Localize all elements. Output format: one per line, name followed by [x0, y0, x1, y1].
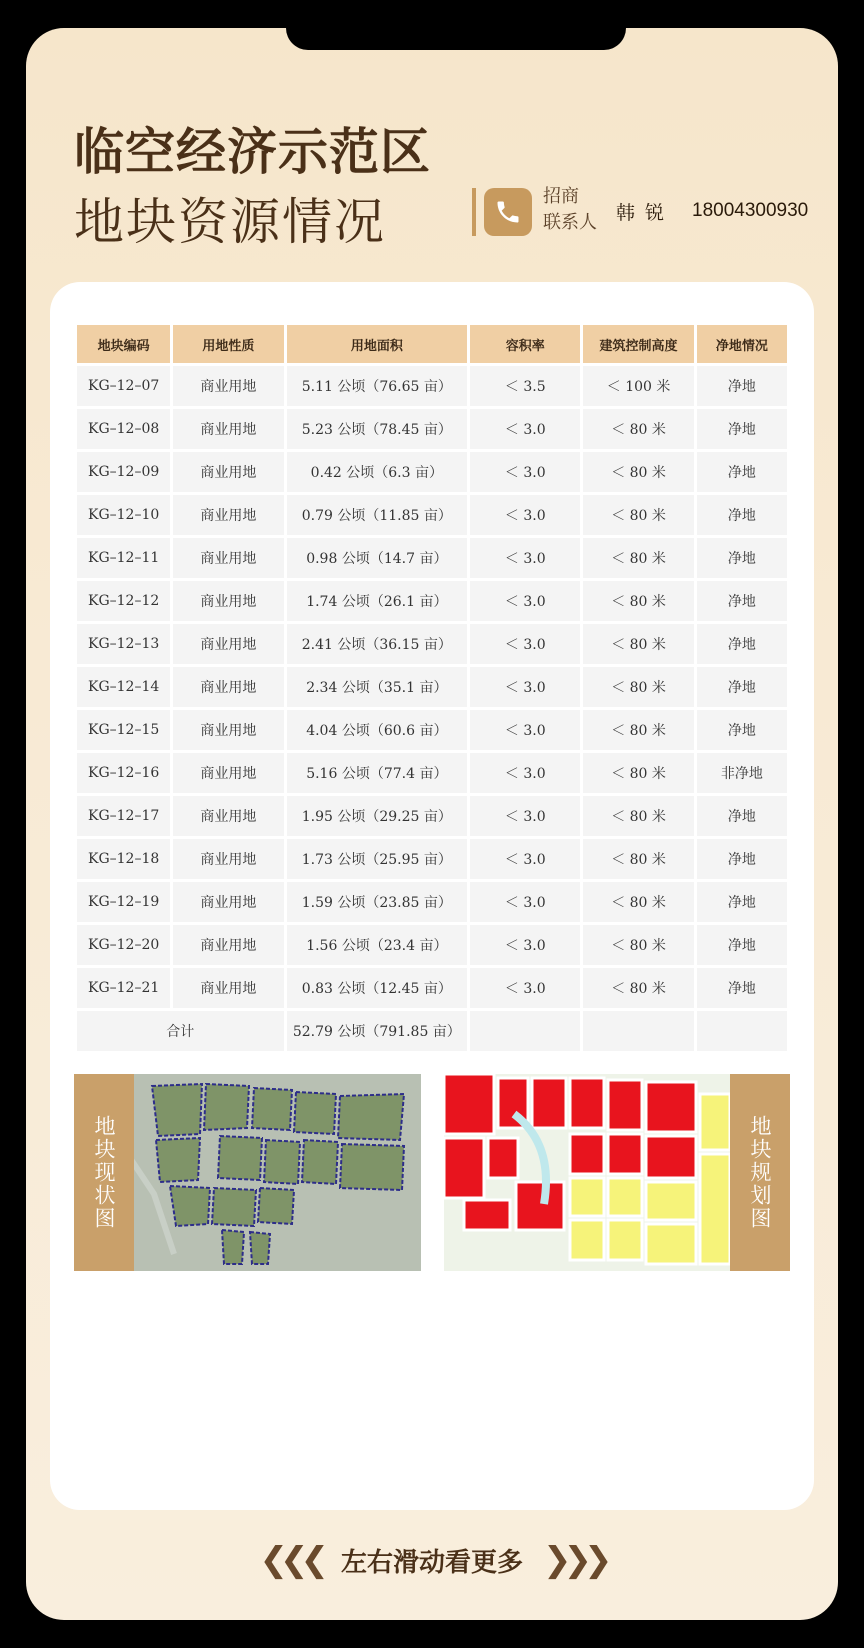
chevron-right-icon: ❯❯❯: [543, 1540, 605, 1580]
cell-height: ＜ 80 米: [583, 409, 693, 449]
cell-code: KG–12–09: [77, 452, 170, 492]
cell-code: KG–12–10: [77, 495, 170, 535]
cell-use: 商业用地: [173, 495, 283, 535]
cell-area: 1.56 公顷（23.4 亩）: [287, 925, 468, 965]
total-empty-2: [583, 1011, 693, 1051]
current-map-label-tab: [74, 1074, 134, 1271]
swipe-hint[interactable]: [0, 1540, 864, 1580]
table-body: [77, 366, 787, 1008]
total-area: 52.79 公顷（791.85 亩）: [287, 1011, 468, 1051]
cell-use: 商业用地: [173, 667, 283, 707]
cell-status: 净地: [697, 710, 787, 750]
cell-code: KG–12–17: [77, 796, 170, 836]
header-area: 用地面积: [287, 325, 468, 363]
cell-area: 1.74 公顷（26.1 亩）: [287, 581, 468, 621]
cell-status: 净地: [697, 452, 787, 492]
contact-name: 韩锐: [616, 202, 675, 224]
cell-status: 净地: [697, 796, 787, 836]
table-total-row: [77, 1011, 787, 1051]
cell-code: KG–12–11: [77, 538, 170, 578]
cell-far: ＜ 3.5: [470, 366, 580, 406]
cell-area: 5.16 公顷（77.4 亩）: [287, 753, 468, 793]
cell-area: 2.34 公顷（35.1 亩）: [287, 667, 468, 707]
cell-status: 净地: [697, 839, 787, 879]
header-status: 净地情况: [697, 325, 787, 363]
cell-use: 商业用地: [173, 581, 283, 621]
cell-area: 5.11 公顷（76.65 亩）: [287, 366, 468, 406]
cell-height: ＜ 80 米: [583, 882, 693, 922]
cell-far: ＜ 3.0: [470, 839, 580, 879]
cell-far: ＜ 3.0: [470, 409, 580, 449]
cell-height: ＜ 80 米: [583, 968, 693, 1008]
cell-use: 商业用地: [173, 796, 283, 836]
cell-status: 净地: [697, 925, 787, 965]
cell-code: KG–12–13: [77, 624, 170, 664]
table-row: [77, 667, 787, 707]
cell-far: ＜ 3.0: [470, 753, 580, 793]
cell-height: ＜ 80 米: [583, 796, 693, 836]
cell-height: ＜ 80 米: [583, 495, 693, 535]
cell-status: 净地: [697, 366, 787, 406]
cell-status: 净地: [697, 624, 787, 664]
contact-label-line1: 招商: [543, 186, 579, 207]
cell-use: 商业用地: [173, 882, 283, 922]
table-row: [77, 538, 787, 578]
planning-map-label: 地块规划图: [748, 1115, 772, 1230]
table-header-row: [77, 325, 787, 363]
cell-use: 商业用地: [173, 538, 283, 578]
table-row: [77, 968, 787, 1008]
page-title-line1: 临空经济示范区: [74, 123, 431, 181]
cell-far: ＜ 3.0: [470, 925, 580, 965]
contact-divider: [472, 188, 476, 236]
cell-area: 0.83 公顷（12.45 亩）: [287, 968, 468, 1008]
table-row: [77, 753, 787, 793]
table-row: [77, 452, 787, 492]
cell-status: 非净地: [697, 753, 787, 793]
table-row: [77, 366, 787, 406]
table-row: [77, 581, 787, 621]
frame-notch: [286, 28, 626, 50]
contact-phone[interactable]: 18004300930: [692, 200, 809, 221]
cell-code: KG–12–08: [77, 409, 170, 449]
cell-status: 净地: [697, 581, 787, 621]
cell-code: KG–12–12: [77, 581, 170, 621]
header-height: 建筑控制高度: [583, 325, 693, 363]
cell-height: ＜ 80 米: [583, 839, 693, 879]
table-row: [77, 495, 787, 535]
table-row: [77, 796, 787, 836]
cell-far: ＜ 3.0: [470, 710, 580, 750]
cell-height: ＜ 80 米: [583, 710, 693, 750]
cell-status: 净地: [697, 968, 787, 1008]
total-label: 合计: [77, 1011, 284, 1051]
cell-height: ＜ 80 米: [583, 581, 693, 621]
header-code: 地块编码: [77, 325, 170, 363]
cell-height: ＜ 80 米: [583, 753, 693, 793]
current-status-map[interactable]: [74, 1074, 421, 1271]
table-row: [77, 409, 787, 449]
plot-table: [74, 322, 790, 1054]
cell-use: 商业用地: [173, 452, 283, 492]
cell-use: 商业用地: [173, 624, 283, 664]
cell-area: 1.73 公顷（25.95 亩）: [287, 839, 468, 879]
cell-area: 4.04 公顷（60.6 亩）: [287, 710, 468, 750]
cell-status: 净地: [697, 495, 787, 535]
contact-label: [543, 184, 597, 236]
contact-label-line2: 联系人: [543, 212, 597, 233]
cell-far: ＜ 3.0: [470, 495, 580, 535]
current-map-label: 地块现状图: [92, 1115, 116, 1230]
cell-status: 净地: [697, 409, 787, 449]
cell-far: ＜ 3.0: [470, 968, 580, 1008]
cell-far: ＜ 3.0: [470, 452, 580, 492]
total-empty-1: [470, 1011, 580, 1051]
cell-far: ＜ 3.0: [470, 667, 580, 707]
table-row: [77, 925, 787, 965]
cell-code: KG–12–16: [77, 753, 170, 793]
cell-code: KG–12–19: [77, 882, 170, 922]
cell-far: ＜ 3.0: [470, 882, 580, 922]
cell-use: 商业用地: [173, 753, 283, 793]
cell-area: 0.98 公顷（14.7 亩）: [287, 538, 468, 578]
cell-height: ＜ 80 米: [583, 624, 693, 664]
cell-code: KG–12–15: [77, 710, 170, 750]
swipe-hint-text: 左右滑动看更多: [340, 1547, 523, 1578]
cell-use: 商业用地: [173, 968, 283, 1008]
table-row: [77, 839, 787, 879]
cell-use: 商业用地: [173, 925, 283, 965]
phone-icon[interactable]: [484, 188, 532, 236]
page-title-line2: 地块资源情况: [74, 193, 386, 251]
cell-code: KG–12–21: [77, 968, 170, 1008]
cell-height: ＜ 80 米: [583, 452, 693, 492]
cell-far: ＜ 3.0: [470, 796, 580, 836]
cell-area: 0.42 公顷（6.3 亩）: [287, 452, 468, 492]
cell-status: 净地: [697, 538, 787, 578]
cell-area: 2.41 公顷（36.15 亩）: [287, 624, 468, 664]
planning-map[interactable]: [444, 1074, 790, 1271]
table-row: [77, 882, 787, 922]
total-empty-3: [697, 1011, 787, 1051]
header-far: 容积率: [470, 325, 580, 363]
cell-height: ＜ 80 米: [583, 667, 693, 707]
cell-area: 5.23 公顷（78.45 亩）: [287, 409, 468, 449]
cell-use: 商业用地: [173, 366, 283, 406]
cell-code: KG–12–18: [77, 839, 170, 879]
table-row: [77, 710, 787, 750]
planning-map-label-tab: [730, 1074, 790, 1271]
header-use: 用地性质: [173, 325, 283, 363]
cell-use: 商业用地: [173, 839, 283, 879]
cell-code: KG–12–07: [77, 366, 170, 406]
cell-height: ＜ 80 米: [583, 538, 693, 578]
cell-far: ＜ 3.0: [470, 581, 580, 621]
cell-use: 商业用地: [173, 710, 283, 750]
cell-status: 净地: [697, 882, 787, 922]
cell-height: ＜ 80 米: [583, 925, 693, 965]
cell-far: ＜ 3.0: [470, 624, 580, 664]
cell-code: KG–12–20: [77, 925, 170, 965]
cell-area: 0.79 公顷（11.85 亩）: [287, 495, 468, 535]
cell-code: KG–12–14: [77, 667, 170, 707]
cell-far: ＜ 3.0: [470, 538, 580, 578]
cell-area: 1.95 公顷（29.25 亩）: [287, 796, 468, 836]
cell-use: 商业用地: [173, 409, 283, 449]
cell-height: ＜ 100 米: [583, 366, 693, 406]
table-row: [77, 624, 787, 664]
cell-area: 1.59 公顷（23.85 亩）: [287, 882, 468, 922]
chevron-left-icon: ❮❮❮: [259, 1540, 321, 1580]
cell-status: 净地: [697, 667, 787, 707]
